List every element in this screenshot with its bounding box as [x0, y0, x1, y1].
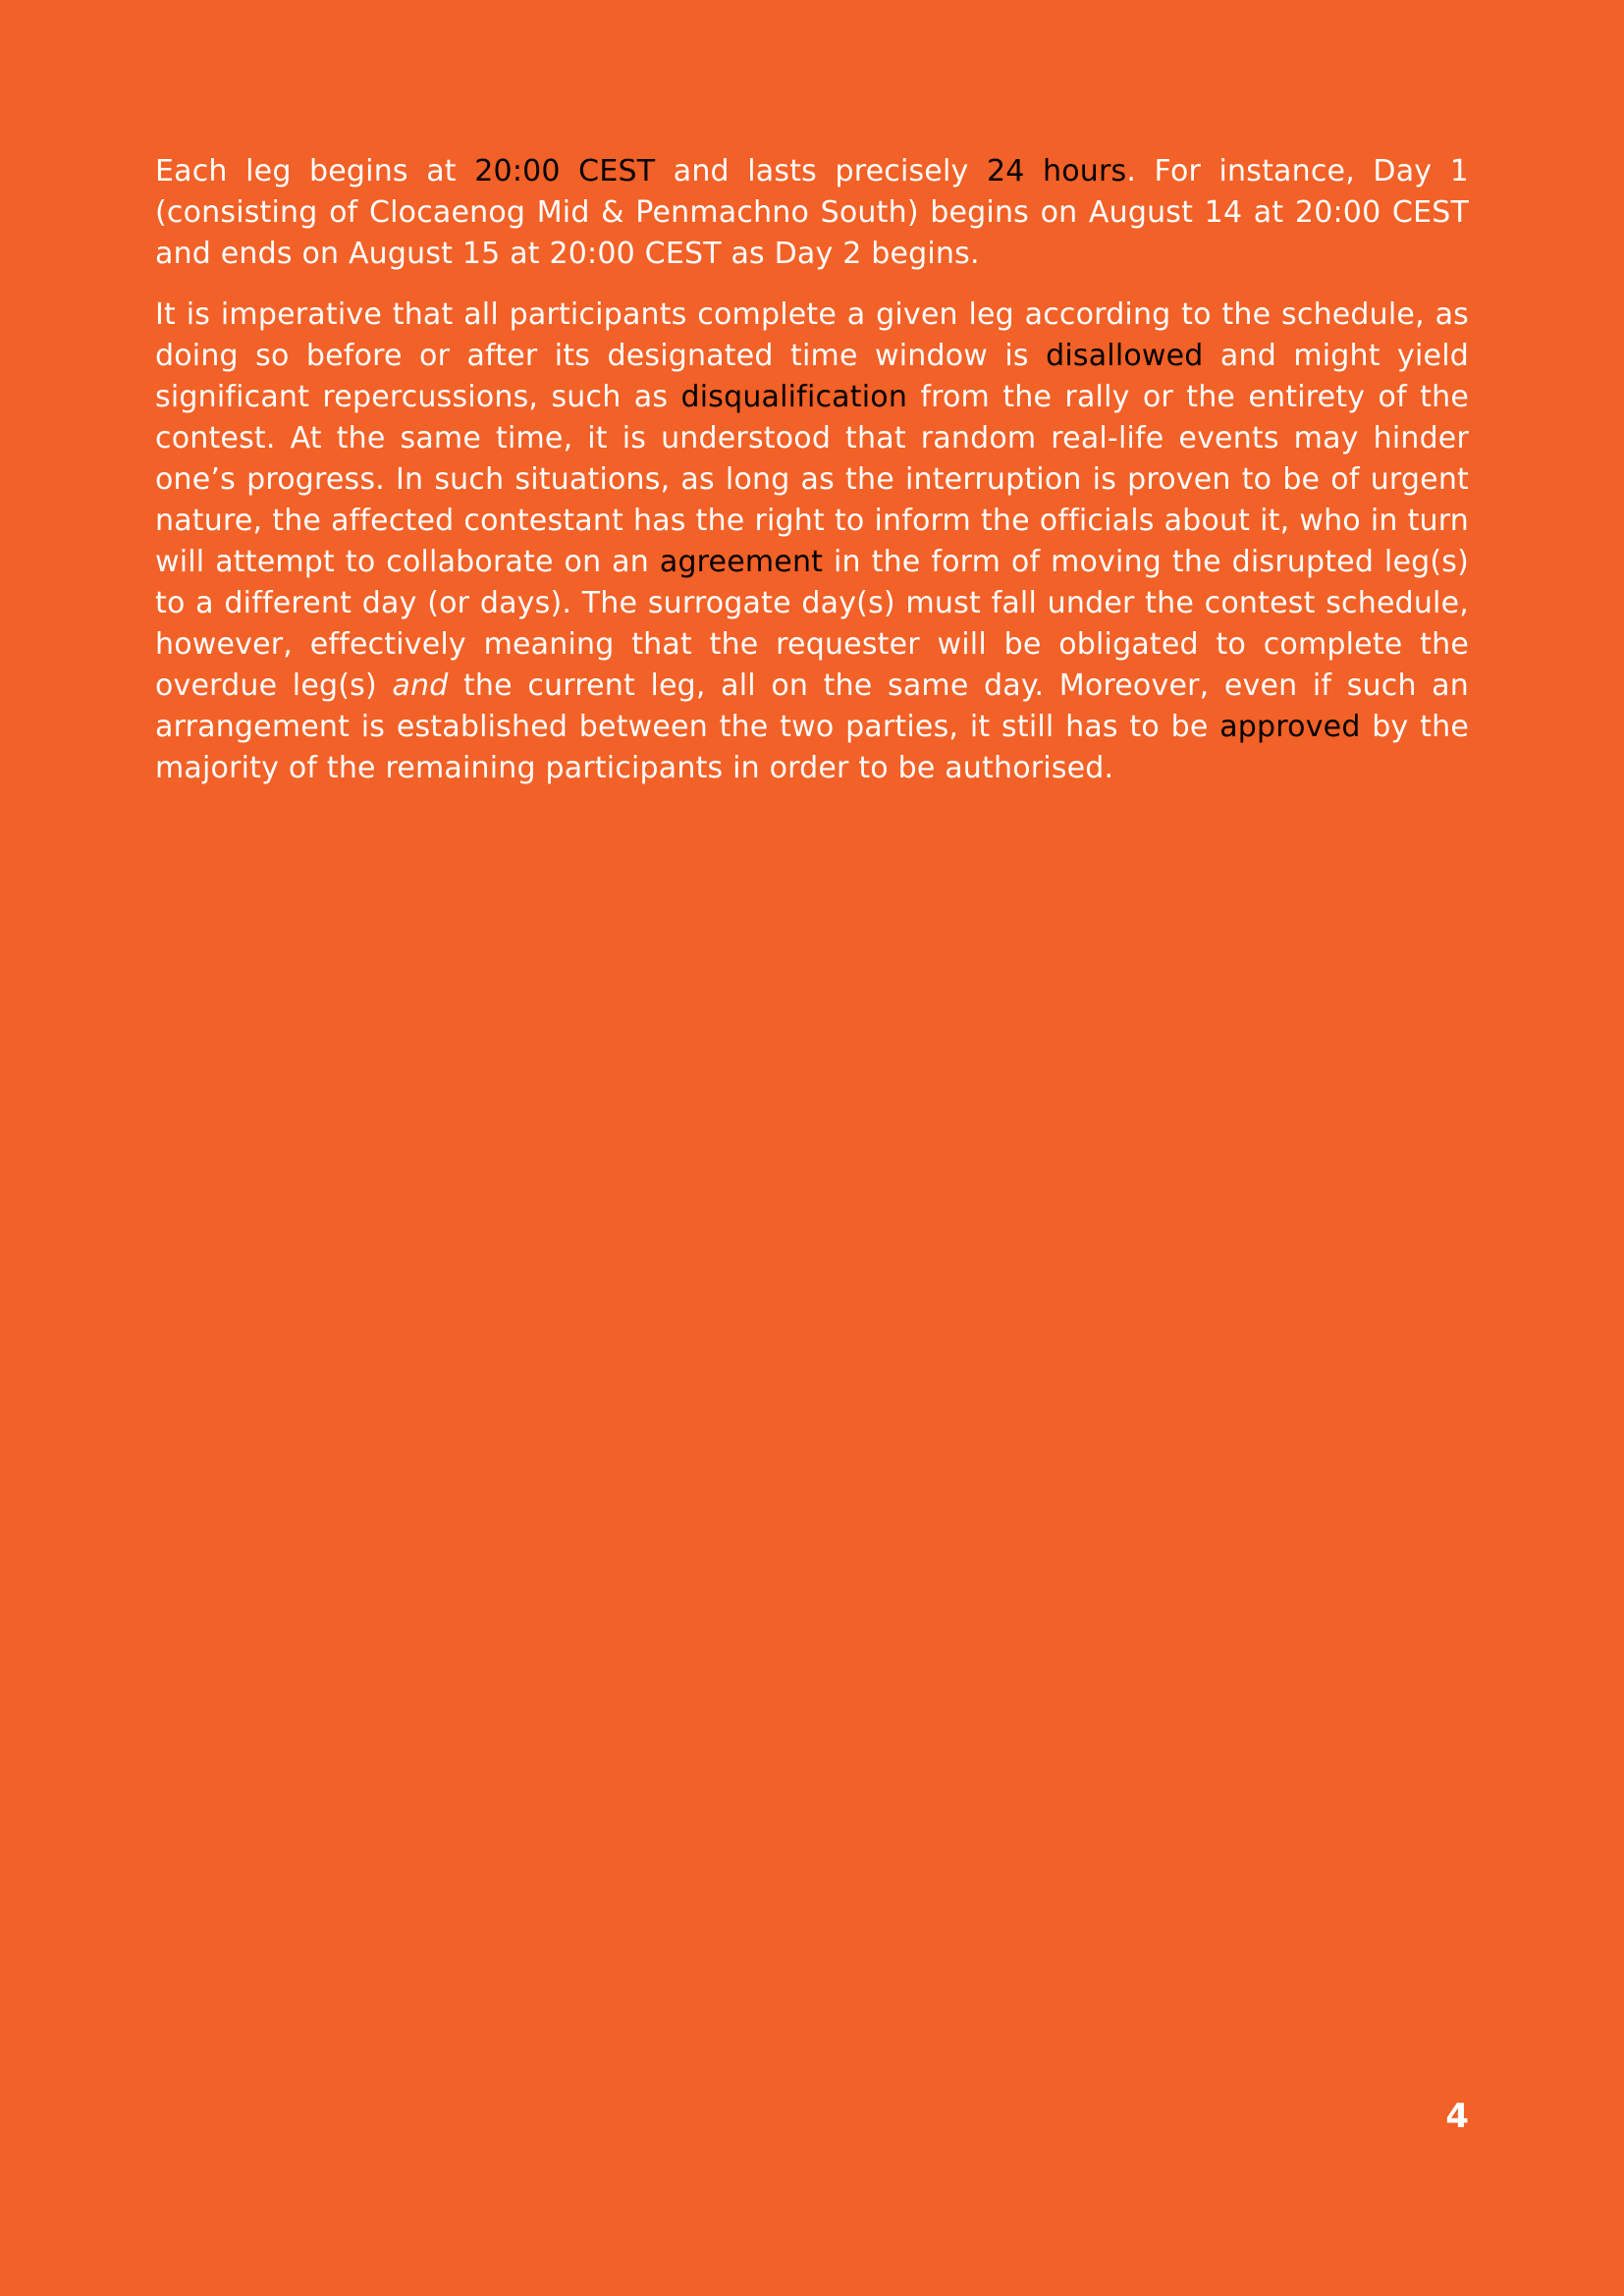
- text-segment: the current leg, all on the same day. Moreover, even if such an arrangement is established between the two parties, it still has to be: [155, 668, 1469, 744]
- text-segment: . For instance, Day 1 (consisting of Clocaenog Mid & Penmachno South) begins on August 14 at 20:00 CEST and ends on August 15 at 20:00 CEST as Day 2 begins.: [155, 154, 1470, 271]
- text-segment: and might yield significant repercussions, such as: [155, 339, 1469, 414]
- highlight-disallowed: disallowed: [1046, 339, 1204, 373]
- highlight-start-time: 20:00 CEST: [474, 154, 656, 188]
- page-number: 4: [1445, 2097, 1469, 2136]
- paragraph-schedule: [155, 151, 1469, 275]
- text-segment: It is imperative that all participants complete a given leg according to the schedule, as doing so before or after its designated time window is: [155, 297, 1469, 373]
- text-segment: Each leg begins at: [155, 154, 475, 188]
- text-segment: in the form of moving the disrupted leg(s) to a different day (or days). The surrogate day(s) must fall under the contest schedule, however, effectively meaning that the requester will be obligated to complete the overdue leg(s): [155, 545, 1470, 703]
- emphasis-and: and: [392, 668, 449, 703]
- highlight-approved: approved: [1219, 710, 1361, 744]
- highlight-duration: 24 hours: [986, 154, 1127, 188]
- highlight-agreement: agreement: [659, 545, 824, 579]
- highlight-disqualification: disqualification: [680, 380, 908, 414]
- paragraph-rules: [155, 294, 1469, 789]
- text-segment: by the majority of the remaining participants in order to be authorised.: [155, 710, 1469, 785]
- text-segment: from the rally or the entirety of the contest. At the same time, it is understood that random real-life events may hinder one’s progress. In such situations, as long as the interruption is proven to be of urgent nature, the affected contestant has the right to inform the officials about it, who in turn will attempt to collaborate on an: [155, 380, 1469, 579]
- body-text: [155, 151, 1469, 809]
- text-segment: and lasts precisely: [655, 154, 987, 188]
